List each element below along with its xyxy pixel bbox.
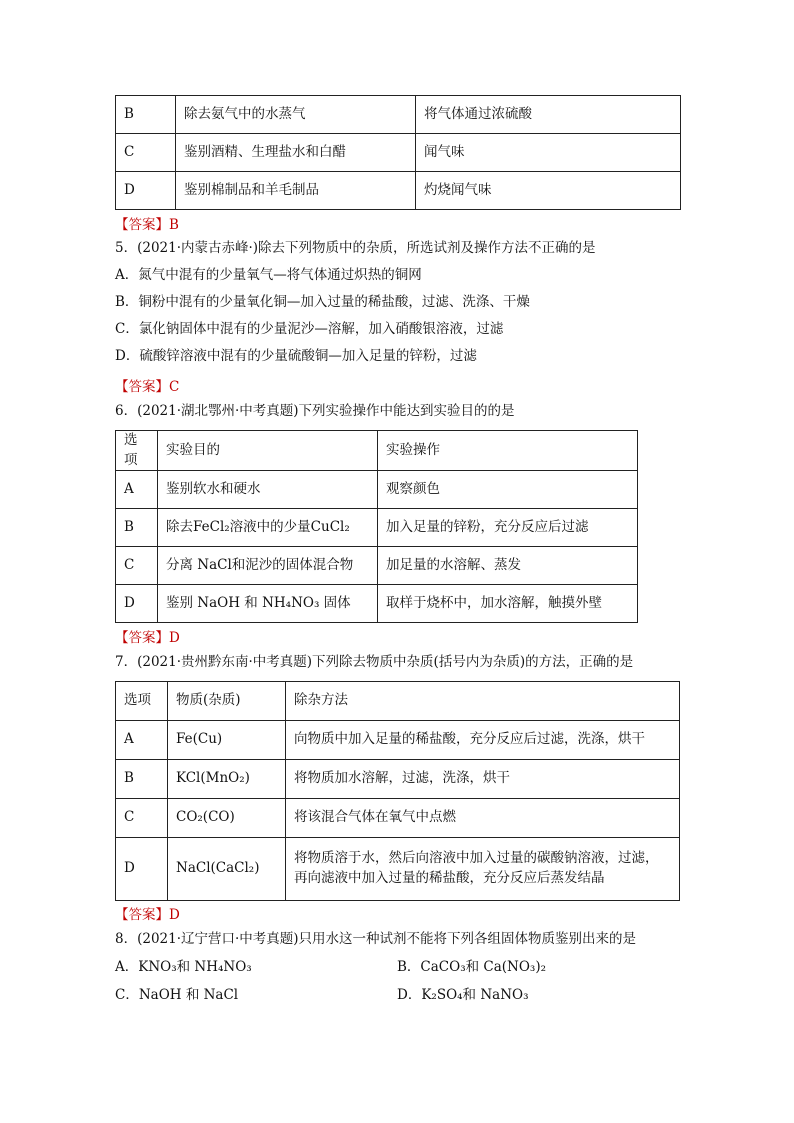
table-cell: A	[116, 721, 168, 760]
table-cell: Fe(Cu)	[168, 721, 286, 760]
table-row	[116, 799, 680, 838]
q8-option-a: A．KNO₃和 NH₄NO₃	[115, 959, 252, 975]
table-cell: B	[116, 509, 158, 547]
answer-q5: 【答案】C	[115, 379, 180, 395]
q5-option-d: D．硫酸锌溶液中混有的少量硫酸铜—加入足量的锌粉，过滤	[115, 348, 477, 364]
table-row	[116, 760, 680, 799]
table-cell: 鉴别软水和硬水	[158, 471, 378, 509]
table-cell: CO₂(CO)	[168, 799, 286, 838]
table-cell: KCl(MnO₂)	[168, 760, 286, 799]
table-header-row	[116, 431, 638, 471]
table-row	[116, 471, 638, 509]
table-cell: C	[116, 547, 158, 585]
answer-q4: 【答案】B	[115, 217, 179, 233]
table-row	[116, 509, 638, 547]
table-cell: C	[116, 134, 176, 172]
q5-option-b: B．铜粉中混有的少量氧化铜—加入过量的稀盐酸，过滤、洗涤、干燥	[115, 294, 530, 310]
table-cell: 将该混合气体在氧气中点燃	[286, 799, 680, 838]
table-header-cell: 实验目的	[158, 431, 378, 471]
table-header-cell: 物质(杂质)	[168, 682, 286, 721]
table-q7	[115, 681, 680, 901]
table-header-cell: 选项	[116, 682, 168, 721]
table-cell: 除去FeCl₂溶液中的少量CuCl₂	[158, 509, 378, 547]
table-cell: 鉴别棉制品和羊毛制品	[176, 172, 416, 210]
table-header-cell: 实验操作	[378, 431, 638, 471]
table-row	[116, 585, 638, 623]
table-row	[116, 721, 680, 760]
table-cell: 向物质中加入足量的稀盐酸，充分反应后过滤，洗涤，烘干	[286, 721, 680, 760]
table-cell: NaCl(CaCl₂)	[168, 838, 286, 901]
table-cell: D	[116, 838, 168, 901]
table-row	[116, 172, 681, 210]
table-row	[116, 547, 638, 585]
table-row	[116, 134, 681, 172]
table-cell: 鉴别酒精、生理盐水和白醋	[176, 134, 416, 172]
q8-option-b: B．CaCO₃和 Ca(NO₃)₂	[397, 959, 547, 975]
table-cell: 将物质加水溶解，过滤，洗涤，烘干	[286, 760, 680, 799]
table-cell: 加入足量的锌粉，充分反应后过滤	[378, 509, 638, 547]
table-cell: 除去氨气中的水蒸气	[176, 96, 416, 134]
question-8-stem: 8．(2021·辽宁营口·中考真题)只用水这一种试剂不能将下列各组固体物质鉴别出来的是	[115, 931, 637, 947]
table-header-cell: 除杂方法	[286, 682, 680, 721]
table-cell: A	[116, 471, 158, 509]
table-cell: B	[116, 96, 176, 134]
answer-q7: 【答案】D	[115, 907, 180, 923]
table-row	[116, 838, 680, 901]
question-7-stem: 7．(2021·贵州黔东南·中考真题)下列除去物质中杂质(括号内为杂质)的方法，正确的是	[115, 654, 634, 670]
table-row	[116, 96, 681, 134]
q5-option-c: C．氯化钠固体中混有的少量泥沙—溶解，加入硝酸银溶液，过滤	[115, 321, 504, 337]
table-cell: 分离 NaCl和泥沙的固体混合物	[158, 547, 378, 585]
q5-option-a: A．氮气中混有的少量氧气—将气体通过炽热的铜网	[115, 267, 422, 283]
answer-q6: 【答案】D	[115, 630, 180, 646]
table-cell: B	[116, 760, 168, 799]
table-header-row	[116, 682, 680, 721]
q8-option-c: C．NaOH 和 NaCl	[115, 987, 239, 1003]
table-cell: D	[116, 172, 176, 210]
table-cell: D	[116, 585, 158, 623]
table-q6	[115, 430, 638, 623]
question-6-stem: 6．(2021·湖北鄂州·中考真题)下列实验操作中能达到实验目的的是	[115, 403, 515, 419]
table-cell: 观察颜色	[378, 471, 638, 509]
table-q4	[115, 95, 681, 210]
table-cell: 将物质溶于水，然后向溶液中加入过量的碳酸钠溶液，过滤，再向滤液中加入过量的稀盐酸，充分反应后蒸发结晶	[286, 838, 680, 901]
table-cell: 取样于烧杯中，加水溶解，触摸外壁	[378, 585, 638, 623]
question-5-stem: 5．(2021·内蒙古赤峰·)除去下列物质中的杂质，所选试剂及操作方法不正确的是	[115, 240, 596, 256]
table-cell: 灼烧闻气味	[416, 172, 681, 210]
table-cell: 鉴别 NaOH 和 NH₄NO₃ 固体	[158, 585, 378, 623]
table-header-cell: 选项	[116, 431, 158, 471]
table-cell: C	[116, 799, 168, 838]
table-cell: 加足量的水溶解、蒸发	[378, 547, 638, 585]
q8-option-d: D．K₂SO₄和 NaNO₃	[397, 987, 529, 1003]
table-cell: 将气体通过浓硫酸	[416, 96, 681, 134]
table-cell: 闻气味	[416, 134, 681, 172]
